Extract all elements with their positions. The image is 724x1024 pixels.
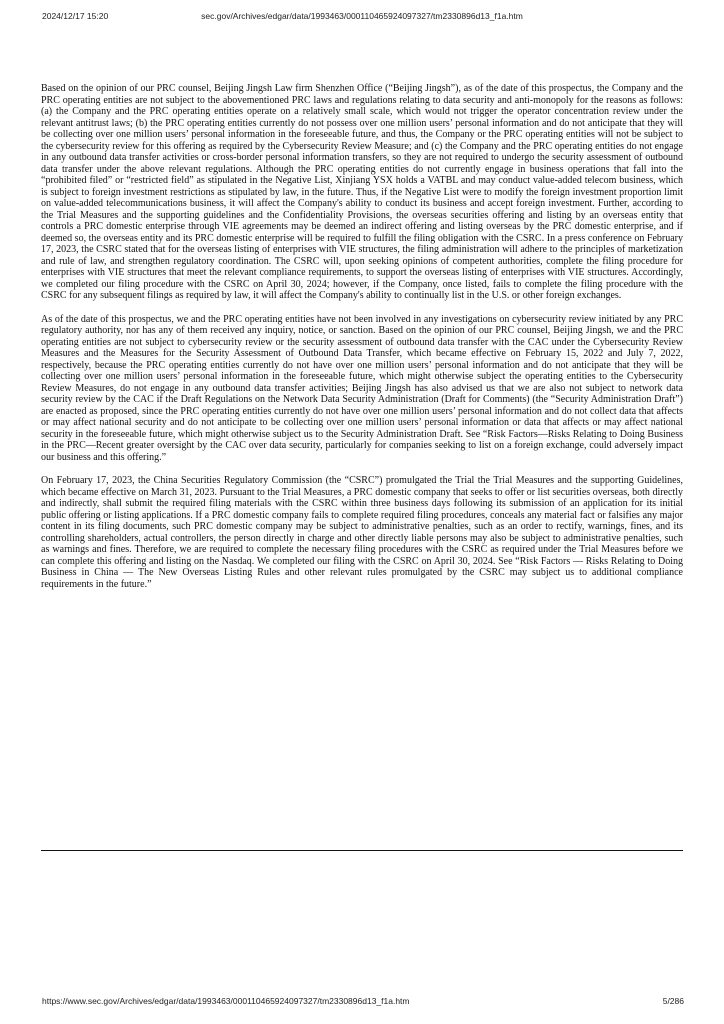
page-number: 5/286 — [662, 996, 684, 1006]
print-header — [0, 11, 724, 25]
paragraph-csrc-trial-measures: On February 17, 2023, the China Securities Regulatory Commission (the “CSRC”) promulgated the Trial the Trial Measures and the supporting Guidelines, which became effective on March 31, 2023. Pursuant to the Trial Measures, a PRC domestic company that seeks to offer or list securities overseas, both directly and indirectly, shall submit the required filing materials with the CSRC within three business days following its submission of an application for its initial public offering or listing applications. If a PRC domestic company fails to complete required filing procedures, conceals any material fact or falsifies any major content in its filing documents, such PRC domestic company may be subject to administrative penalties, such as an order to rectify, warnings, fines, and its controlling shareholders, actual controllers, the person directly in charge and other directly liable persons may also be subject to administrative penalties, such as warnings and fines. Therefore, we are required to complete the necessary filing procedures with the CSRC as required under the Trial Measures before we can complete this offering and listing on the Nasdaq. We completed our filing with the CSRC on April 30, 2024. See “Risk Factors — Risks Relating to Doing Business in China — The New Overseas Listing Rules and other relevant rules promulgated by the CSRC may subject us to additional compliance requirements in the future.” — [41, 475, 683, 590]
document-body — [41, 83, 683, 602]
paragraph-data-security-opinion: Based on the opinion of our PRC counsel, Beijing Jingsh Law firm Shenzhen Office (“Beijing Jingsh”), as of the date of this prospectus, the Company and the PRC operating entities are not subject to the abovementioned PRC laws and regulations relating to data security and anti-monopoly for the reasons as follows: (a) the Company and the PRC operating entities operate on a relatively small scale, which would not trigger the operator concentration review under the relevant antitrust laws; (b) the PRC operating entities currently do not possess over one million users’ personal information and do not anticipate that they will be collecting over one million users’ personal information in the foreseeable future, and thus, the Company or the PRC operating entities will not be subject to the cybersecurity review for this offering as required by the Cybersecurity Review Measure; and (c) the Company and the PRC operating entities do not engage in any outbound data transfer activities or cross-border personal information transfers, so they are not required to undergo the security assessment of outbound data transfer under the above relevant regulations. Although the PRC operating entities do not currently engage in business operations that fall into the “prohibited filed” or “restricted field” as stipulated in the Negative List, Xinjiang YSX holds a VATBL and may conduct value-added telecom business, which is subject to foreign investment restrictions as stipulated by law, in the future. Thus, if the Negative List were to modify the foreign investment proportion limit on value-added telecommunications business, it will affect the Company's ability to conduct its business and accept foreign investment. Further, according to the Trial Measures and the supporting guidelines and the Confidentiality Provisions, the overseas securities offering and listing by an overseas entity that controls a PRC domestic enterprise through VIE agreements may be deemed an indirect offering and listing overseas by the PRC domestic enterprise, and if deemed so, the overseas entity and its PRC domestic enterprise will be required to fulfill the filing obligation with the CSRC. In a press conference on February 17, 2023, the CSRC stated that for the overseas listing of enterprises with VIE structures, the filing administration will adhere to the principles of marketization and rule of law, and strengthen regulatory coordination. The CSRC will, upon seeking opinions of competent authorities, complete the filing procedure for enterprises with VIE structures that meet the relevant compliance requirements, to support the overseas listing of enterprises with VIE structures. Accordingly, we completed our filing procedure with the CSRC on April 30, 2024; however, if the Company, once listed, fails to complete the filing procedure with the CSRC for any subsequent filings as required by law, it will affect the Company's ability to continually list in the U.S. or other foreign exchanges. — [41, 83, 683, 301]
footer-url[interactable]: https://www.sec.gov/Archives/edgar/data/1993463/000110465924097327/tm2330896d13_f1a.htm — [42, 996, 410, 1006]
print-page-title: sec.gov/Archives/edgar/data/1993463/000110465924097327/tm2330896d13_f1a.htm — [201, 11, 523, 21]
print-footer — [0, 996, 724, 1010]
paragraph-cybersecurity-review: As of the date of this prospectus, we and the PRC operating entities have not been involved in any investigations on cybersecurity review initiated by any PRC regulatory authority, nor has any of them received any inquiry, notice, or sanction. Based on the opinion of our PRC counsel, Beijing Jingsh, we and the PRC operating entities are not subject to cybersecurity review or the security assessment of outbound data transfer with the CAC under the Cybersecurity Review Measures and the Measures for the Security Assessment of Outbound Data Transfer, which became effective on February 15, 2022 and July 7, 2022, respectively, because the PRC operating entities currently do not have over one million users’ personal information and do not anticipate that they will be collecting over one million users’ personal information in the foreseeable future, which might otherwise subject the operating entities to the Cybersecurity Review Measures, do not engage in any outbound data transfer activities; Beijing Jingsh has also advised us that we are also not subject to network data security review by the CAC if the Draft Regulations on the Network Data Security Administration (Draft for Comments) (the “Security Administration Draft”) are enacted as proposed, since the PRC operating entities currently do not have over one million users’ personal information and do not collect data that affects or may affect national security and do not anticipate to be collecting over one million users’ personal information or data that affects or may affect national security in the foreseeable future, which might otherwise subject us to the Security Administration Draft. See “Risk Factors—Risks Relating to Doing Business in the PRC—Recent greater oversight by the CAC over data security, particularly for companies seeking to list on a foreign exchange, could adversely impact our business and this offering.” — [41, 313, 683, 463]
print-datetime: 2024/12/17 15:20 — [42, 11, 109, 21]
horizontal-rule — [41, 850, 683, 851]
